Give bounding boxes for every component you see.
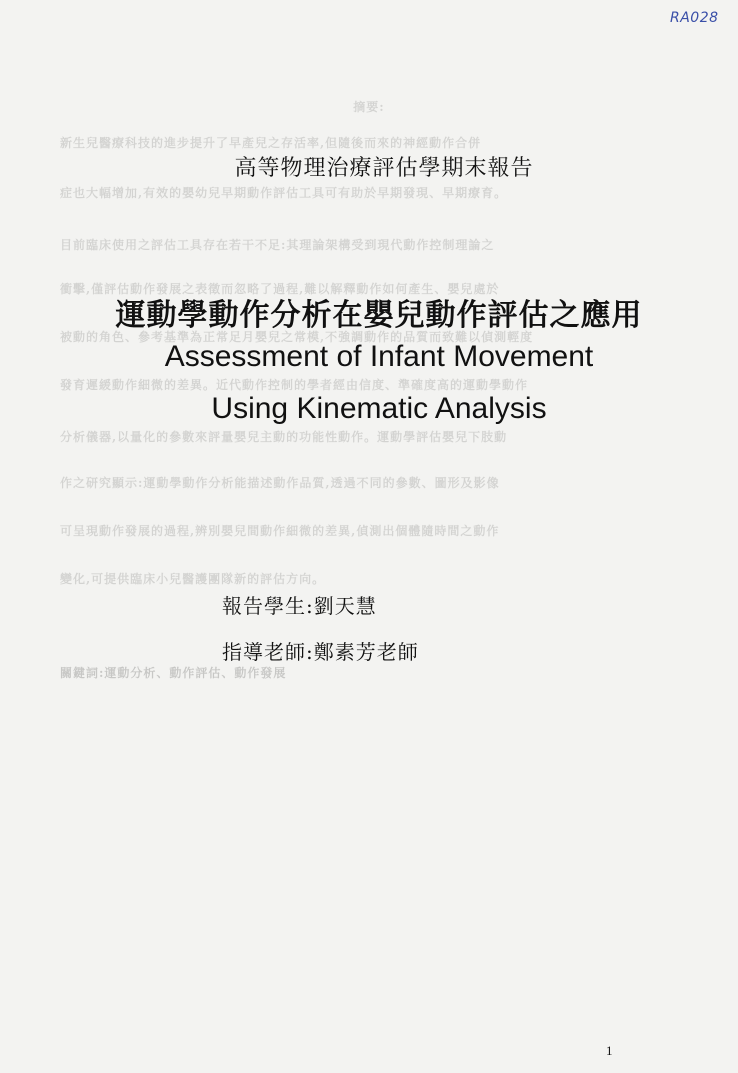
- bleed-through-line: 作之研究顯示:運動學動作分析能描述動作品質,透過不同的參數、圖形及影像: [60, 476, 500, 490]
- bleed-through-line: 可呈現動作發展的過程,辨別嬰兒間動作細微的差異,偵測出個體隨時間之動作: [60, 524, 500, 538]
- student-name: 報告學生:劉天慧: [222, 594, 377, 618]
- page-number: 1: [606, 1043, 613, 1058]
- bleed-through-line: 新生兒醫療科技的進步提升了早產兒之存活率,但隨後而來的神經動作合併: [60, 136, 482, 150]
- bleed-through-line: 症也大幅增加,有效的嬰幼兒早期動作評估工具可有助於早期發現、早期療育。: [60, 186, 508, 200]
- bleed-through-keywords: 關鍵詞:運動分析、動作評估、動作發展: [60, 666, 287, 680]
- report-title-english-line2: Using Kinematic Analysis: [211, 392, 547, 425]
- report-title-chinese: 運動學動作分析在嬰兒動作評估之應用: [115, 298, 643, 333]
- bleed-through-line: 分析儀器,以量化的參數來評量嬰兒主動的功能性動作。運動學評估嬰兒下肢動: [60, 430, 508, 444]
- bleed-through-line: 目前臨床使用之評估工具存在若干不足:其理論架構受到現代動作控制理論之: [60, 238, 495, 252]
- course-title: 高等物理治療評估學期末報告: [234, 156, 534, 181]
- bleed-through-line: 衝擊,僅評估動作發展之表徵而忽略了過程,難以解釋動作如何產生、嬰兒處於: [60, 282, 500, 296]
- report-title-english-line1: Assessment of Infant Movement: [164, 340, 594, 373]
- advisor-name: 指導老師:鄭素芳老師: [222, 640, 419, 664]
- bleed-through-line: 發育遲緩動作細微的差異。近代動作控制的學者經由信度、準確度高的運動學動作: [60, 378, 529, 392]
- bleed-through-heading: 摘要:: [353, 100, 385, 114]
- archive-stamp: RA028: [670, 10, 719, 26]
- bleed-through-line: 變化,可提供臨床小兒醫護團隊新的評估方向。: [60, 572, 326, 586]
- bleed-through-line: 被動的角色、參考基準為正常足月嬰兒之常模,不強調動作的品質而致難以偵測輕度: [60, 330, 534, 344]
